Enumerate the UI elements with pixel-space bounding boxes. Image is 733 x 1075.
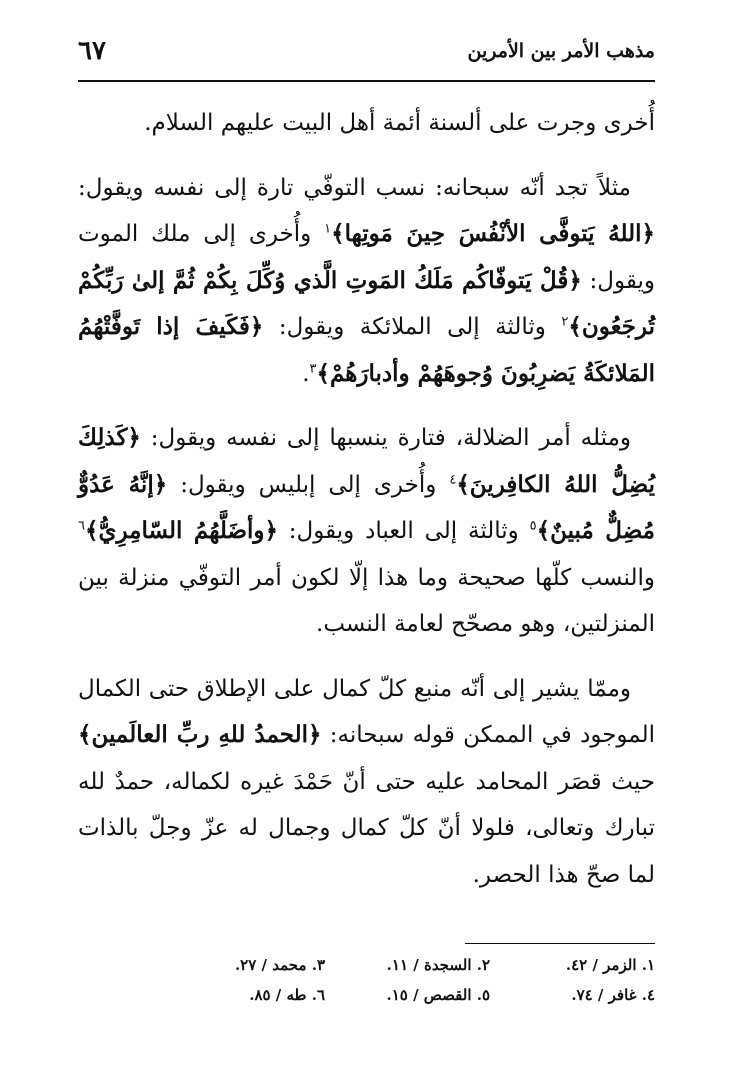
quran-verse: ﴿الحمدُ للهِ ربِّ العالَمين﴾ [78,721,322,748]
paragraph-text: وممّا يشير إلى أنّه منبع كلّ كمال على الإطلاق حتى الكمال الموجود في الممكن قوله سبحانه: [78,675,655,748]
page-body [78,100,655,916]
footnote-ref[interactable]: ٦ [78,518,85,534]
paragraph-text: وثالثة إلى الملائكة ويقول: [263,314,562,340]
header-rule [78,80,655,82]
quran-verse: ﴿إنَّهُ عَدُوٌّ مُضِلٌّ مُبينٌ﴾ [78,470,655,544]
quran-verse: ﴿اللهُ يَتوفَّى الأنْفُسَ حِينَ مَوتِها﴾ [331,220,655,247]
footnote-ref[interactable]: ١ [324,221,332,237]
paragraph-3 [78,415,655,648]
paragraph-text: . [302,360,310,387]
footnote-item: ٢. السجدة / ١١. [386,956,490,974]
quran-verse: ﴿قُلْ يَتوفّاكُم مَلَكُ المَوتِ الَّذي وُكِّلَ بِكُمْ ثُمَّ إلىٰ رَبِّكُمْ تُرجَعُون﴾ [78,266,655,340]
quran-verse: ﴿كَذلِكَ يُضِلُّ اللهُ الكافِرينَ﴾ [78,424,655,498]
paragraph-text: حيث قصَر المحامد عليه حتى أنّ حَمْدَ غيره لكماله، حمدٌ لله تبارك وتعالى، فلولا أنّ كلّ كمال وجمال له عزّ وجلّ بالذات لما صحّ هذا الحصر. [78,768,655,888]
paragraph-text: ومثله أمر الضلالة، فتارة ينسبها إلى نفسه ويقول: [140,425,631,451]
footnote-row [160,986,655,1016]
paragraph-text: وثالثة إلى العباد ويقول: [277,518,530,544]
footnote-rule [465,943,655,944]
footnote-item: ٦. طه / ٨٥. [249,986,325,1004]
footnote-row [160,956,655,986]
paragraph-2 [78,165,655,398]
paragraph-text: وأُخرى إلى إبليس ويقول: [167,471,450,498]
paragraph-4 [78,666,655,899]
paragraph-text: مثلاً تجد أنّه سبحانه: نسب التوفّي تارة إلى نفسه ويقول: [78,174,631,201]
page-number: ٦٧ [78,36,106,66]
paragraph-text: وأُخرى إلى ملك الموت ويقول: [78,221,655,294]
running-title: مذهب الأمر بين الأمرين [467,40,655,62]
footnote-ref[interactable]: ٥ [529,518,537,534]
paragraph-text: والنسب كلّها صحيحة وما هذا إلّا لكون أمر التوفّي منزلة بين المنزلتين، وهو مصحّح لعامة النسب. [78,564,655,637]
quran-verse: ﴿وأضَلَّهُمُ السّامِرِيُّ﴾ [84,517,278,544]
footnote-ref[interactable]: ٢ [561,314,569,330]
footnotes [160,956,655,1016]
footnote-ref[interactable]: ٤ [449,471,457,487]
footnote-ref[interactable]: ٣ [309,360,317,376]
footnote-item: ١. الزمر / ٤٢. [565,956,655,974]
quran-verse: ﴿فَكَيفَ إذا تَوفَّتْهُمُ المَلائكَةُ يَضرِبُونَ وُجوهَهُمْ وأدبارَهُمْ﴾ [78,313,655,387]
page-header [78,34,655,72]
footnote-item: ٣. محمد / ٢٧. [234,956,325,974]
footnote-item: ٤. غافر / ٧٤. [571,986,655,1004]
footnote-item: ٥. القصص / ١٥. [386,986,490,1004]
paragraph-1: أُخرى وجرت على ألسنة أئمة أهل البيت عليهم السلام. [144,110,655,136]
